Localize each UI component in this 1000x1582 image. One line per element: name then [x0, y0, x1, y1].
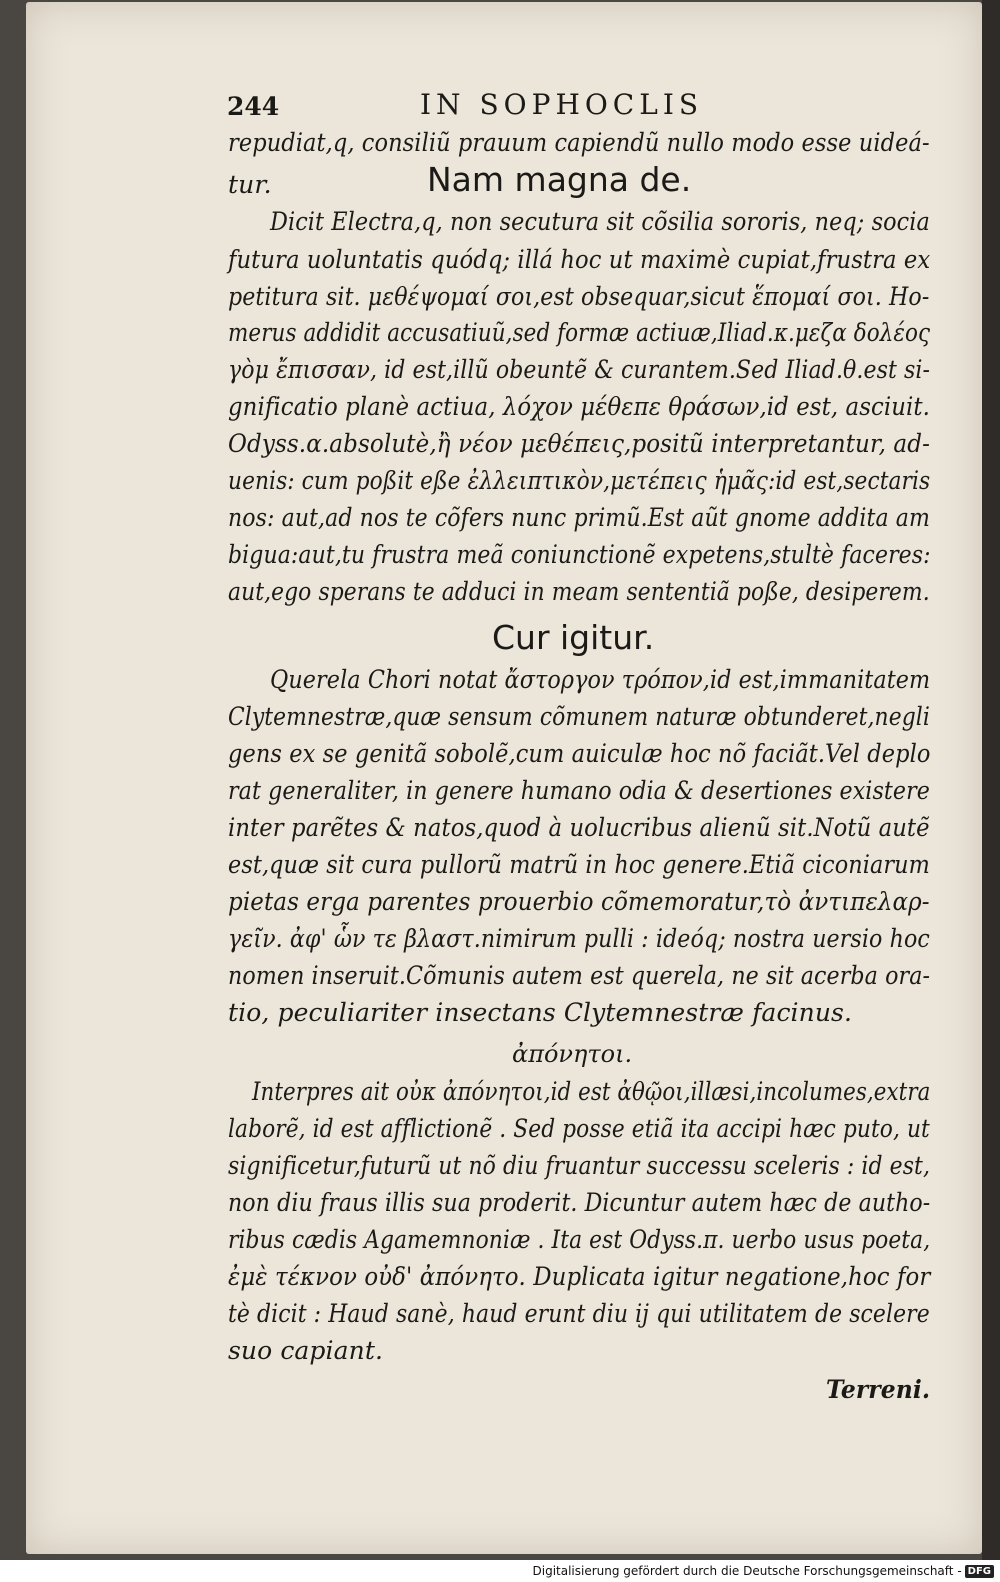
running-title: IN SOPHOCLIS	[420, 88, 704, 121]
dfg-logo-icon: DFG	[965, 1565, 994, 1578]
text-line: significetur,futurũ ut nõ diu fruantur successu sceleris : id est,	[228, 1151, 931, 1180]
text-line: rat generaliter, in genere humano odia & desertiones existere	[228, 776, 931, 805]
text-line: Querela Chori notat ἄστοργον τρόπον,id est,immanitatem	[270, 665, 931, 694]
text-line: ribus cædis Agamemnoniæ . Ita est Odyss.π. uerbo usus poeta,	[228, 1225, 931, 1254]
text-line: pietas erga parentes prouerbio cõmemoratur,τὸ ἀντιπελαρ-	[228, 887, 930, 916]
lemma-heading: Nam magna de.	[427, 160, 692, 199]
page-number: 244	[227, 92, 280, 121]
text-line: suo capiant.	[228, 1336, 384, 1365]
lemma-heading: ἀπόνητοι.	[512, 1040, 633, 1068]
text-line: tè dicit : Haud sanè, haud erunt diu ij qui utilitatem de scelere	[228, 1299, 930, 1328]
text-line: ἐμὲ τέκνον οὐδ' ἀπόνητο. Duplicata igitur negatione,hoc for	[228, 1262, 931, 1291]
text-line: Odyss.α.absolutè,ἢ νέον μεθέπεις,positũ interpretantur, ad-	[228, 429, 930, 458]
text-line: aut,ego sperans te adduci in meam sententiã poße, desiperem.	[228, 577, 930, 606]
catchword: Terreni.	[826, 1375, 931, 1404]
text-line: Interpres ait οὐκ ἀπόνητοι,id est ἀθῷοι,illæsi,incolumes,extra	[252, 1077, 931, 1106]
lemma-heading: Cur igitur.	[492, 618, 655, 657]
text-line: tur.	[228, 170, 272, 199]
text-line: merus addidit accusatiuũ,sed formæ actiuæ,Iliad.κ.μεζα δολέος	[228, 318, 931, 347]
text-line: non diu fraus illis sua proderit. Dicuntur autem hæc de autho-	[228, 1188, 931, 1217]
text-line: est,quæ sit cura pullorũ matrũ in hoc genere.Etiã ciconiarum	[228, 850, 930, 879]
text-line: futura uoluntatis quódq; illá hoc ut maximè cupiat,frustra ex	[228, 245, 931, 274]
text-line: tio, peculiariter insectans Clytemnestræ facinus.	[228, 998, 853, 1027]
text-line: nomen inseruit.Cõmunis autem est querela, ne sit acerba ora-	[228, 961, 931, 990]
text-line: Clytemnestræ,quæ sensum cõmunem naturæ obtunderet,negli	[228, 702, 930, 731]
text-line: gens ex se genitã sobolẽ,cum auiculæ hoc nõ faciãt.Vel deplo	[228, 739, 931, 768]
text-line: bigua:aut,tu frustra meã coniunctionẽ expetens,stultè faceres:	[228, 540, 931, 569]
text-line: gnificatio planè actiua, λόχον μέθεπε θράσων,id est, asciuit.	[228, 392, 930, 421]
text-line: inter parẽtes & natos,quod à uolucribus alienũ sit.Notũ autẽ	[228, 813, 930, 842]
text-line: Dicit Electra,q, non secutura sit cõsilia sororis, neq; socia	[270, 207, 930, 236]
text-line: petitura sit. μεθέψομαί σοι,est obsequar,sicut ἕπομαί σοι. Ho-	[228, 282, 930, 311]
footer-credit: Digitalisierung gefördert durch die Deutsche Forschungsgemeinschaft -	[532, 1564, 962, 1578]
text-line: uenis: cum poßit eße ἐλλειπτικὸν,μετέπεις ἡμᾶς:id est,sectaris	[228, 466, 931, 495]
text-line: nos: aut,ad nos te cõfers nunc primũ.Est aũt gnome addita am	[228, 503, 930, 532]
page-edge	[982, 0, 1000, 1560]
text-line: laborẽ, id est afflictionẽ . Sed posse etiã ita accipi hæc puto, ut	[228, 1114, 930, 1143]
digitization-footer	[533, 1562, 995, 1580]
text-line: γεῖν. ἀφ' ὧν τε βλαστ.nimirum pulli : ideóq; nostra uersio hoc	[228, 924, 930, 953]
text-line: repudiat,q, consiliũ prauum capiendũ nullo modo esse uideá-	[228, 128, 930, 157]
text-line: γὸμ ἔπισσαν, id est,illũ obeuntẽ & curantem.Sed Iliad.θ.est si-	[228, 355, 931, 384]
